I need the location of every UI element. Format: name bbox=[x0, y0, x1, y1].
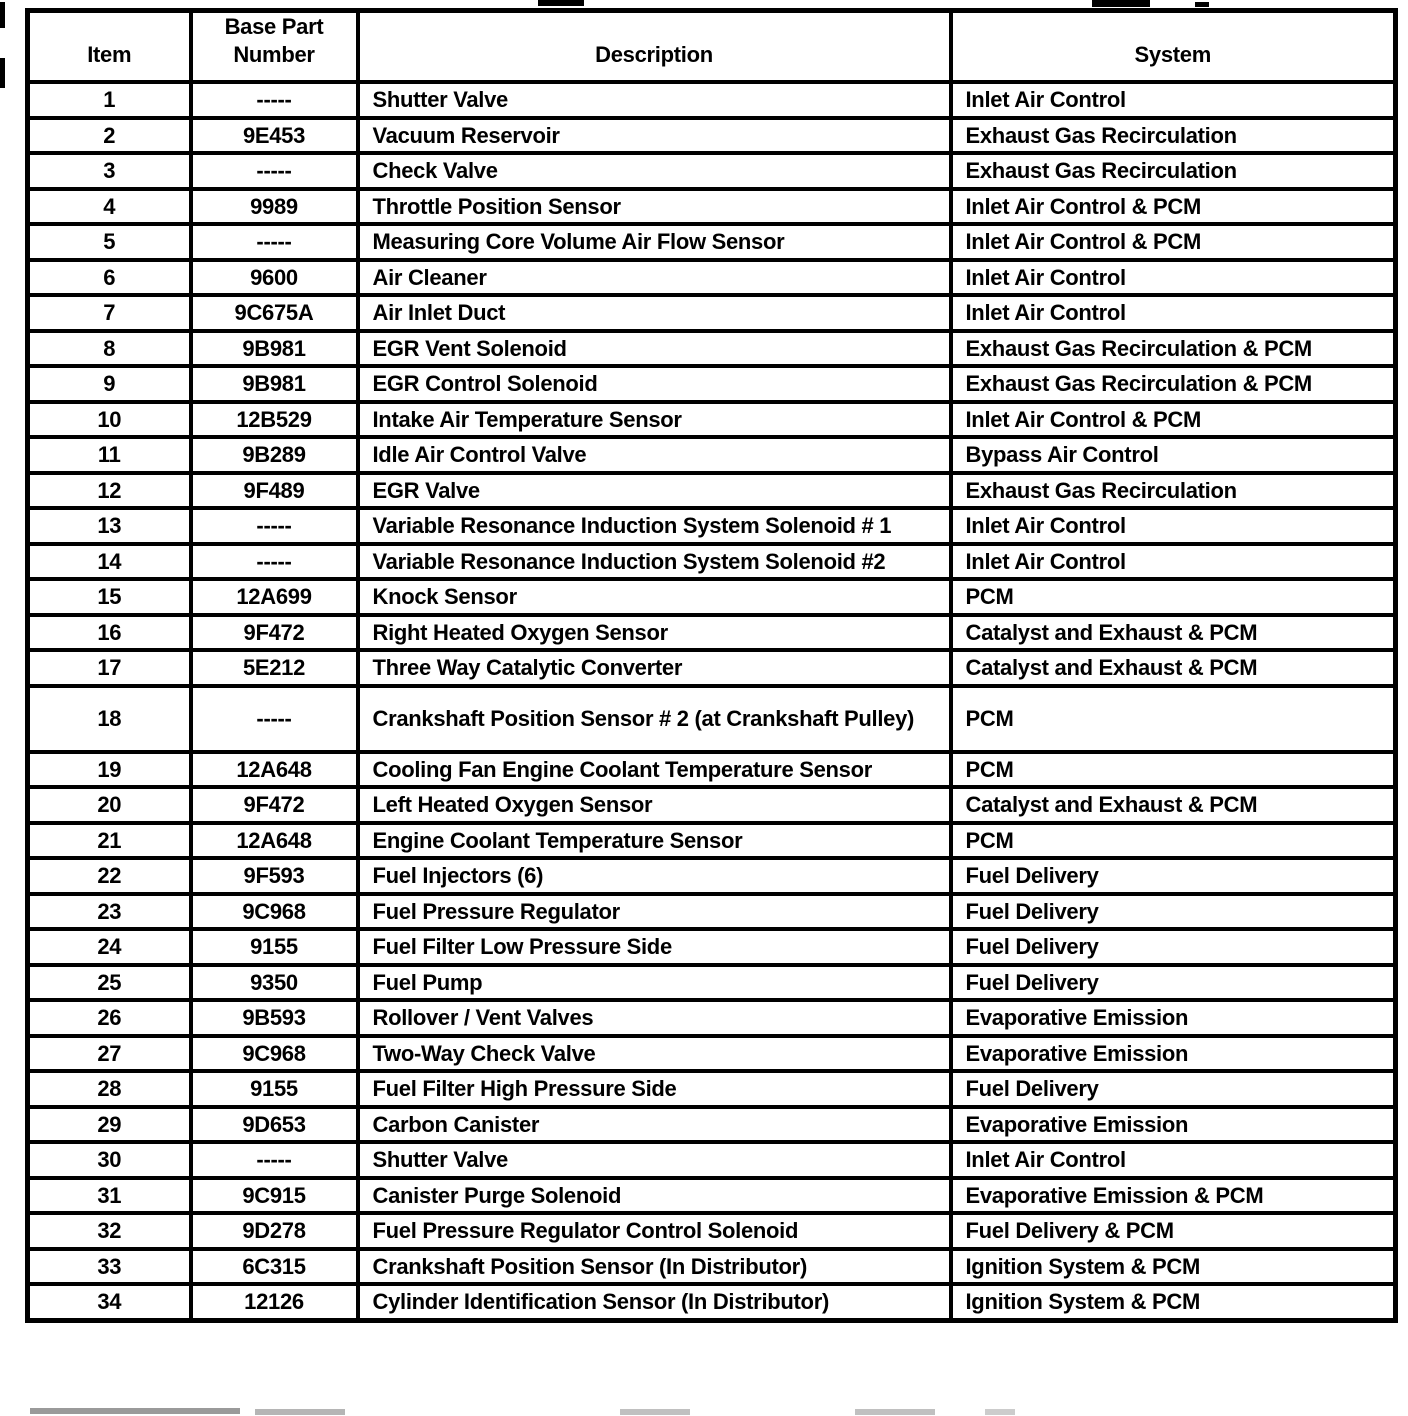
cell-base-part-number: 5E212 bbox=[191, 650, 358, 686]
cell-item: 10 bbox=[28, 402, 191, 438]
cell-system: Fuel Delivery bbox=[951, 1071, 1396, 1107]
table-row bbox=[28, 823, 1396, 859]
cell-base-part-number: 9F472 bbox=[191, 615, 358, 651]
table-row bbox=[28, 1071, 1396, 1107]
cell-description: Cylinder Identification Sensor (In Distributor) bbox=[358, 1284, 951, 1320]
cell-base-part-number: ----- bbox=[191, 82, 358, 118]
cell-description: Left Heated Oxygen Sensor bbox=[358, 787, 951, 823]
cell-system: Ignition System & PCM bbox=[951, 1249, 1396, 1285]
table-row bbox=[28, 858, 1396, 894]
cell-system: Catalyst and Exhaust & PCM bbox=[951, 650, 1396, 686]
table-row bbox=[28, 1284, 1396, 1320]
cell-base-part-number: 12126 bbox=[191, 1284, 358, 1320]
table-row bbox=[28, 1036, 1396, 1072]
cell-item: 11 bbox=[28, 437, 191, 473]
scan-artifact bbox=[538, 0, 584, 6]
cell-item: 27 bbox=[28, 1036, 191, 1072]
cell-system: PCM bbox=[951, 823, 1396, 859]
column-header-item: Item bbox=[28, 11, 191, 83]
cell-description: Right Heated Oxygen Sensor bbox=[358, 615, 951, 651]
scan-noise bbox=[30, 1408, 240, 1414]
table-row bbox=[28, 1178, 1396, 1214]
cell-item: 29 bbox=[28, 1107, 191, 1143]
cell-description: Air Cleaner bbox=[358, 260, 951, 296]
cell-description: EGR Vent Solenoid bbox=[358, 331, 951, 367]
cell-description: Fuel Pump bbox=[358, 965, 951, 1001]
cell-description: Measuring Core Volume Air Flow Sensor bbox=[358, 224, 951, 260]
cell-base-part-number: 9600 bbox=[191, 260, 358, 296]
cell-description: Fuel Pressure Regulator Control Solenoid bbox=[358, 1213, 951, 1249]
cell-description: Carbon Canister bbox=[358, 1107, 951, 1143]
cell-item: 3 bbox=[28, 153, 191, 189]
cell-description: Canister Purge Solenoid bbox=[358, 1178, 951, 1214]
cell-item: 28 bbox=[28, 1071, 191, 1107]
cell-base-part-number: 9155 bbox=[191, 1071, 358, 1107]
cell-system: Evaporative Emission bbox=[951, 1107, 1396, 1143]
cell-base-part-number: 9155 bbox=[191, 929, 358, 965]
cell-item: 19 bbox=[28, 752, 191, 788]
cell-system: Fuel Delivery bbox=[951, 894, 1396, 930]
cell-system: Bypass Air Control bbox=[951, 437, 1396, 473]
cell-base-part-number: 9B593 bbox=[191, 1000, 358, 1036]
table-row bbox=[28, 473, 1396, 509]
scan-noise bbox=[255, 1409, 345, 1415]
cell-item: 14 bbox=[28, 544, 191, 580]
cell-description: Idle Air Control Valve bbox=[358, 437, 951, 473]
cell-system: Catalyst and Exhaust & PCM bbox=[951, 615, 1396, 651]
cell-base-part-number: 9989 bbox=[191, 189, 358, 225]
table-row bbox=[28, 965, 1396, 1001]
scan-noise bbox=[985, 1409, 1015, 1415]
table-row bbox=[28, 224, 1396, 260]
cell-base-part-number: 9C968 bbox=[191, 1036, 358, 1072]
cell-item: 17 bbox=[28, 650, 191, 686]
cell-system: PCM bbox=[951, 752, 1396, 788]
cell-description: Vacuum Reservoir bbox=[358, 118, 951, 154]
cell-system: Inlet Air Control & PCM bbox=[951, 402, 1396, 438]
cell-system: Inlet Air Control bbox=[951, 544, 1396, 580]
cell-description: Fuel Pressure Regulator bbox=[358, 894, 951, 930]
cell-description: EGR Control Solenoid bbox=[358, 366, 951, 402]
cell-system: Fuel Delivery bbox=[951, 929, 1396, 965]
cell-base-part-number: 9C915 bbox=[191, 1178, 358, 1214]
cell-description: Variable Resonance Induction System Solenoid #2 bbox=[358, 544, 951, 580]
cell-base-part-number: ----- bbox=[191, 224, 358, 260]
cell-system: Catalyst and Exhaust & PCM bbox=[951, 787, 1396, 823]
cell-system: Inlet Air Control & PCM bbox=[951, 224, 1396, 260]
cell-description: Crankshaft Position Sensor (In Distributor) bbox=[358, 1249, 951, 1285]
cell-description: Throttle Position Sensor bbox=[358, 189, 951, 225]
cell-description: Rollover / Vent Valves bbox=[358, 1000, 951, 1036]
cell-base-part-number: 9D278 bbox=[191, 1213, 358, 1249]
cell-base-part-number: ----- bbox=[191, 153, 358, 189]
cell-base-part-number: ----- bbox=[191, 508, 358, 544]
cell-system: Inlet Air Control bbox=[951, 295, 1396, 331]
column-header-description: Description bbox=[358, 11, 951, 83]
cell-system: Inlet Air Control bbox=[951, 260, 1396, 296]
table-body bbox=[28, 82, 1396, 1320]
cell-description: Engine Coolant Temperature Sensor bbox=[358, 823, 951, 859]
cell-description: Intake Air Temperature Sensor bbox=[358, 402, 951, 438]
table-row bbox=[28, 508, 1396, 544]
table-row bbox=[28, 189, 1396, 225]
table-row bbox=[28, 544, 1396, 580]
cell-system: Exhaust Gas Recirculation bbox=[951, 118, 1396, 154]
cell-item: 22 bbox=[28, 858, 191, 894]
cell-item: 30 bbox=[28, 1142, 191, 1178]
cell-system: Exhaust Gas Recirculation bbox=[951, 473, 1396, 509]
cell-item: 31 bbox=[28, 1178, 191, 1214]
cell-item: 1 bbox=[28, 82, 191, 118]
scan-noise bbox=[855, 1409, 935, 1415]
cell-description: Two-Way Check Valve bbox=[358, 1036, 951, 1072]
cell-system: Evaporative Emission bbox=[951, 1036, 1396, 1072]
cell-item: 23 bbox=[28, 894, 191, 930]
cell-base-part-number: 9F593 bbox=[191, 858, 358, 894]
cell-item: 25 bbox=[28, 965, 191, 1001]
cell-base-part-number: 9C675A bbox=[191, 295, 358, 331]
cell-system: Evaporative Emission & PCM bbox=[951, 1178, 1396, 1214]
table-row bbox=[28, 1213, 1396, 1249]
cell-item: 6 bbox=[28, 260, 191, 296]
cell-base-part-number: ----- bbox=[191, 686, 358, 752]
cell-base-part-number: 9B289 bbox=[191, 437, 358, 473]
cell-description: Shutter Valve bbox=[358, 82, 951, 118]
cell-base-part-number: 12A648 bbox=[191, 823, 358, 859]
table-row bbox=[28, 579, 1396, 615]
table-row bbox=[28, 1107, 1396, 1143]
cell-description: Three Way Catalytic Converter bbox=[358, 650, 951, 686]
cell-item: 16 bbox=[28, 615, 191, 651]
scan-noise bbox=[620, 1409, 690, 1415]
table-row bbox=[28, 153, 1396, 189]
cell-base-part-number: ----- bbox=[191, 1142, 358, 1178]
table-row bbox=[28, 402, 1396, 438]
cell-base-part-number: 12B529 bbox=[191, 402, 358, 438]
table-row bbox=[28, 752, 1396, 788]
cell-item: 32 bbox=[28, 1213, 191, 1249]
cell-description: Shutter Valve bbox=[358, 1142, 951, 1178]
cell-item: 34 bbox=[28, 1284, 191, 1320]
cell-system: Ignition System & PCM bbox=[951, 1284, 1396, 1320]
cell-item: 12 bbox=[28, 473, 191, 509]
column-header-base-part-number: Base Part Number bbox=[191, 11, 358, 83]
table-header-row bbox=[28, 11, 1396, 83]
table-row bbox=[28, 260, 1396, 296]
cell-base-part-number: 9F489 bbox=[191, 473, 358, 509]
scan-artifact bbox=[1195, 2, 1209, 7]
cell-item: 21 bbox=[28, 823, 191, 859]
scan-artifact bbox=[0, 2, 5, 28]
cell-description: Variable Resonance Induction System Solenoid # 1 bbox=[358, 508, 951, 544]
cell-base-part-number: ----- bbox=[191, 544, 358, 580]
table-row bbox=[28, 1000, 1396, 1036]
scan-artifact bbox=[1092, 0, 1150, 7]
cell-base-part-number: 9C968 bbox=[191, 894, 358, 930]
table-row bbox=[28, 650, 1396, 686]
emission-parts-table bbox=[25, 8, 1398, 1323]
cell-base-part-number: 9E453 bbox=[191, 118, 358, 154]
cell-system: Inlet Air Control bbox=[951, 82, 1396, 118]
cell-description: Check Valve bbox=[358, 153, 951, 189]
table-row bbox=[28, 1142, 1396, 1178]
cell-system: Exhaust Gas Recirculation & PCM bbox=[951, 331, 1396, 367]
cell-item: 9 bbox=[28, 366, 191, 402]
scan-artifact bbox=[0, 58, 5, 88]
column-header-system: System bbox=[951, 11, 1396, 83]
cell-system: Inlet Air Control bbox=[951, 1142, 1396, 1178]
cell-item: 26 bbox=[28, 1000, 191, 1036]
cell-item: 33 bbox=[28, 1249, 191, 1285]
cell-item: 8 bbox=[28, 331, 191, 367]
cell-item: 20 bbox=[28, 787, 191, 823]
cell-description: Cooling Fan Engine Coolant Temperature Sensor bbox=[358, 752, 951, 788]
cell-item: 7 bbox=[28, 295, 191, 331]
cell-base-part-number: 9D653 bbox=[191, 1107, 358, 1143]
table-row bbox=[28, 787, 1396, 823]
cell-base-part-number: 12A648 bbox=[191, 752, 358, 788]
cell-base-part-number: 6C315 bbox=[191, 1249, 358, 1285]
cell-system: Fuel Delivery bbox=[951, 965, 1396, 1001]
cell-system: Inlet Air Control & PCM bbox=[951, 189, 1396, 225]
cell-system: Evaporative Emission bbox=[951, 1000, 1396, 1036]
cell-item: 15 bbox=[28, 579, 191, 615]
cell-item: 4 bbox=[28, 189, 191, 225]
table-row bbox=[28, 686, 1396, 752]
table-row bbox=[28, 615, 1396, 651]
table-row bbox=[28, 295, 1396, 331]
table-row bbox=[28, 1249, 1396, 1285]
cell-base-part-number: 9B981 bbox=[191, 366, 358, 402]
cell-item: 18 bbox=[28, 686, 191, 752]
cell-system: Inlet Air Control bbox=[951, 508, 1396, 544]
cell-description: Knock Sensor bbox=[358, 579, 951, 615]
cell-item: 13 bbox=[28, 508, 191, 544]
cell-description: Fuel Injectors (6) bbox=[358, 858, 951, 894]
cell-system: Exhaust Gas Recirculation bbox=[951, 153, 1396, 189]
table-row bbox=[28, 331, 1396, 367]
table-row bbox=[28, 437, 1396, 473]
cell-base-part-number: 9B981 bbox=[191, 331, 358, 367]
table-row bbox=[28, 366, 1396, 402]
cell-description: Fuel Filter Low Pressure Side bbox=[358, 929, 951, 965]
cell-base-part-number: 12A699 bbox=[191, 579, 358, 615]
table-row bbox=[28, 929, 1396, 965]
cell-system: PCM bbox=[951, 686, 1396, 752]
cell-base-part-number: 9F472 bbox=[191, 787, 358, 823]
table-row bbox=[28, 82, 1396, 118]
cell-item: 24 bbox=[28, 929, 191, 965]
cell-description: EGR Valve bbox=[358, 473, 951, 509]
cell-item: 5 bbox=[28, 224, 191, 260]
cell-system: PCM bbox=[951, 579, 1396, 615]
cell-description: Fuel Filter High Pressure Side bbox=[358, 1071, 951, 1107]
cell-system: Fuel Delivery bbox=[951, 858, 1396, 894]
table-row bbox=[28, 118, 1396, 154]
table-row bbox=[28, 894, 1396, 930]
cell-system: Exhaust Gas Recirculation & PCM bbox=[951, 366, 1396, 402]
cell-description: Air Inlet Duct bbox=[358, 295, 951, 331]
cell-item: 2 bbox=[28, 118, 191, 154]
cell-system: Fuel Delivery & PCM bbox=[951, 1213, 1396, 1249]
cell-base-part-number: 9350 bbox=[191, 965, 358, 1001]
cell-description: Crankshaft Position Sensor # 2 (at Crankshaft Pulley) bbox=[358, 686, 951, 752]
